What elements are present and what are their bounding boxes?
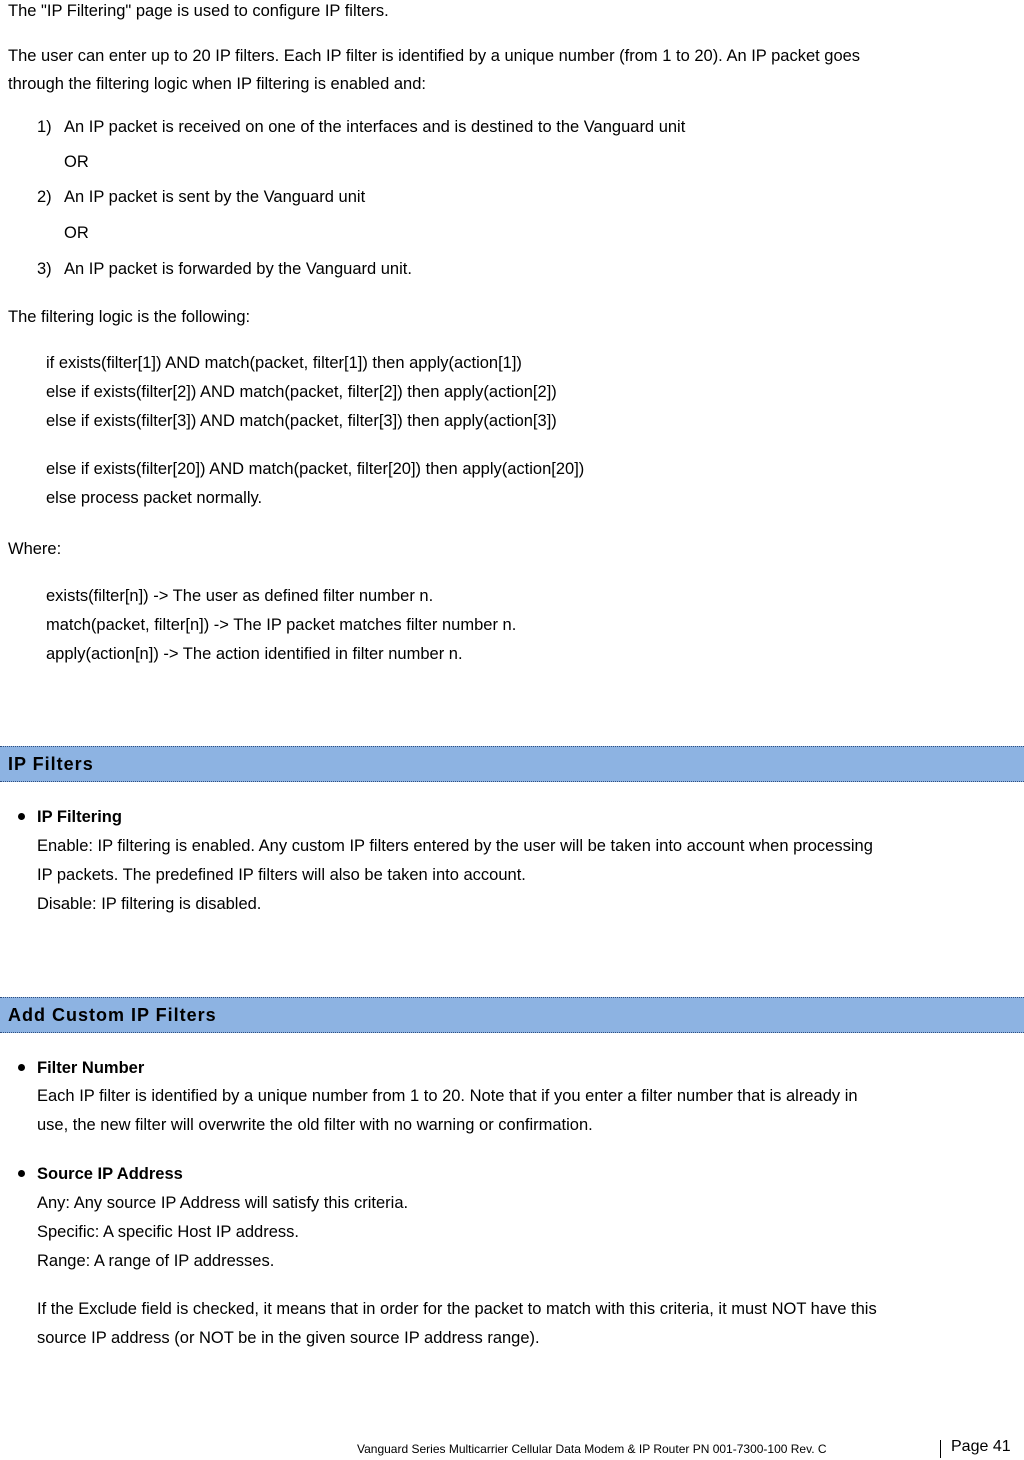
condition-number: 3) (37, 260, 52, 278)
condition-number: 1) (37, 118, 52, 136)
footer-doc-title: Vanguard Series Multicarrier Cellular Data Modem & IP Router PN 001-7300-100 Rev. C (357, 1442, 827, 1456)
item-title: Source IP Address (37, 1165, 183, 1183)
where-line: match(packet, filter[n]) -> The IP packet matches filter number n. (46, 616, 517, 634)
section-header-ip-filters (0, 746, 1024, 782)
logic-line: else process packet normally. (46, 489, 263, 507)
where-block (46, 582, 516, 669)
condition-or: OR (64, 153, 89, 171)
footer-separator (940, 1440, 941, 1458)
condition-text: An IP packet is forwarded by the Vanguard unit. (64, 260, 412, 278)
item-line: Any: Any source IP Address will satisfy this criteria. (37, 1194, 409, 1212)
where-line: apply(action[n]) -> The action identified in filter number n. (46, 645, 463, 663)
bullet-icon (18, 813, 25, 820)
item-line: Each IP filter is identified by a unique number from 1 to 20. Note that if you enter a filter number that is already in (37, 1087, 858, 1105)
logic-line: else if exists(filter[20]) AND match(packet, filter[20]) then apply(action[20]) (46, 460, 585, 478)
logic-line: else if exists(filter[3]) AND match(packet, filter[3]) then apply(action[3]) (46, 412, 557, 430)
item-line: source IP address (or NOT be in the given source IP address range). (37, 1329, 540, 1347)
item-body (37, 832, 873, 919)
logic-block-2 (46, 455, 584, 513)
logic-heading: The filtering logic is the following: (8, 308, 251, 326)
intro-line-1: The "IP Filtering" page is used to configure IP filters. (8, 2, 389, 20)
bullet-icon (18, 1170, 25, 1177)
section-title: Add Custom IP Filters (8, 1005, 217, 1025)
item-extra (37, 1295, 877, 1353)
condition-text: An IP packet is sent by the Vanguard unit (64, 188, 366, 206)
section-header-add-custom-ip-filters (0, 997, 1024, 1033)
condition-number: 2) (37, 188, 52, 206)
item-line: use, the new filter will overwrite the old filter with no warning or confirmation. (37, 1116, 593, 1134)
bullet-icon (18, 1064, 25, 1071)
logic-line: if exists(filter[1]) AND match(packet, filter[1]) then apply(action[1]) (46, 354, 522, 372)
item-title: Filter Number (37, 1059, 145, 1077)
condition-or: OR (64, 224, 89, 242)
item-line: Enable: IP filtering is enabled. Any custom IP filters entered by the user will be taken into account when processing (37, 837, 873, 855)
item-line: Specific: A specific Host IP address. (37, 1223, 299, 1241)
item-line: IP packets. The predefined IP filters will also be taken into account. (37, 866, 526, 884)
where-heading: Where: (8, 540, 62, 558)
logic-line: else if exists(filter[2]) AND match(packet, filter[2]) then apply(action[2]) (46, 383, 557, 401)
intro-line-2b: through the filtering logic when IP filtering is enabled and: (8, 75, 426, 93)
item-body (37, 1189, 408, 1276)
section-title: IP Filters (8, 754, 94, 774)
logic-block (46, 349, 557, 436)
footer-page-number: Page 41 (951, 1438, 1011, 1455)
condition-text: An IP packet is received on one of the interfaces and is destined to the Vanguard unit (64, 118, 686, 136)
item-title: IP Filtering (37, 808, 122, 826)
intro-line-2a: The user can enter up to 20 IP filters. Each IP filter is identified by a unique number (from 1 to 20). An IP packet goes (8, 47, 861, 65)
where-line: exists(filter[n]) -> The user as defined filter number n. (46, 587, 434, 605)
item-body (37, 1082, 858, 1140)
item-line: Range: A range of IP addresses. (37, 1252, 275, 1270)
item-line: If the Exclude field is checked, it means that in order for the packet to match with this criteria, it must NOT have this (37, 1300, 877, 1318)
item-line: Disable: IP filtering is disabled. (37, 895, 262, 913)
